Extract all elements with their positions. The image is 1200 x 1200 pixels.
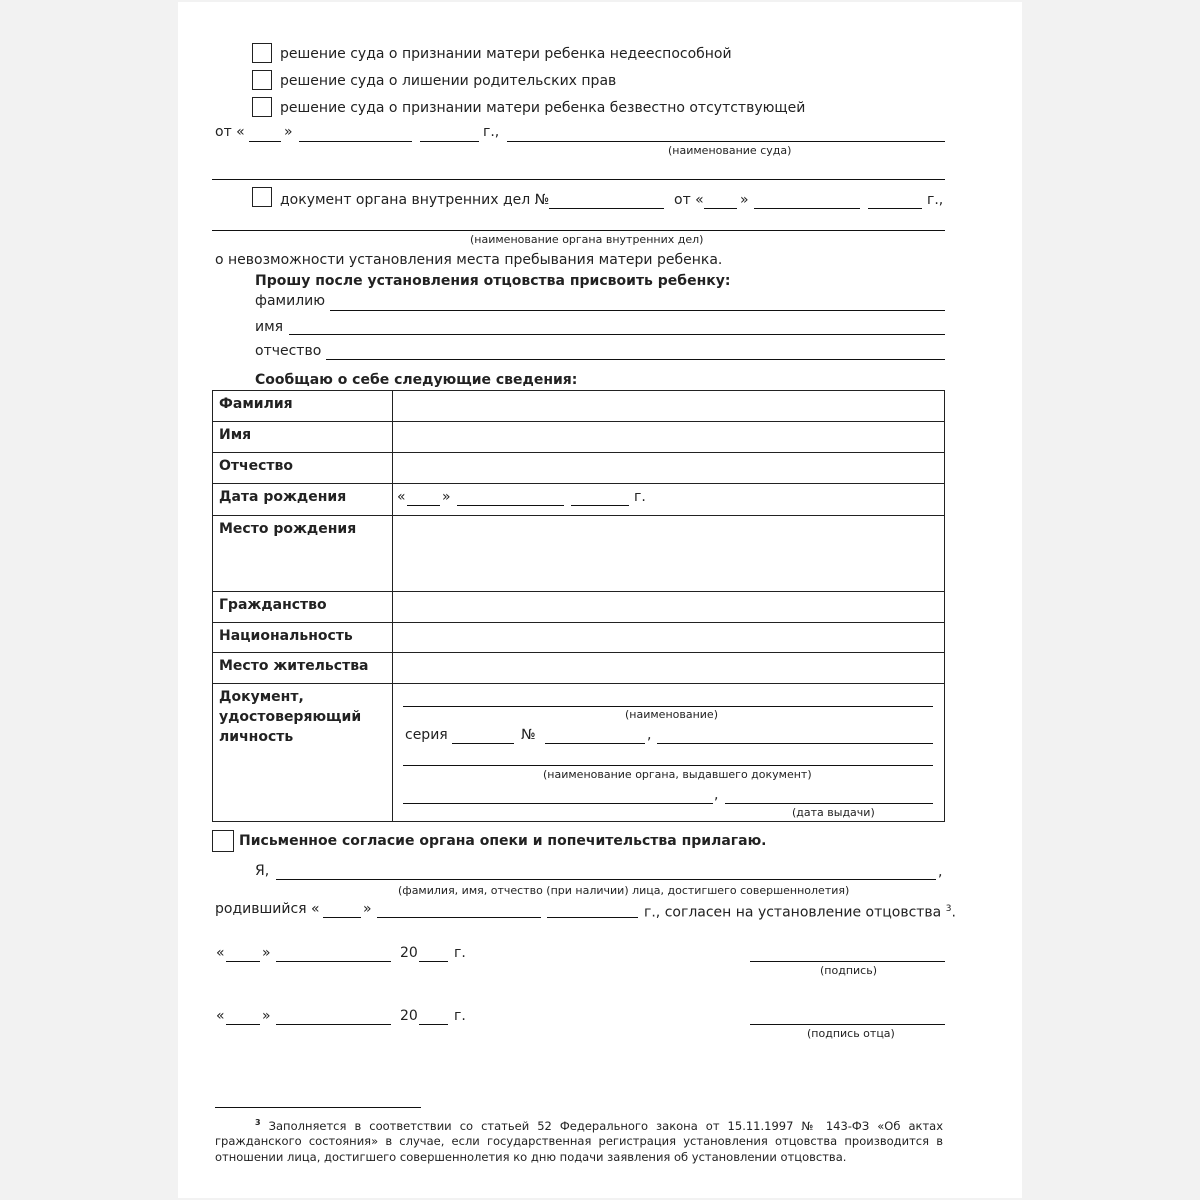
number-comma: ,: [647, 727, 652, 743]
row-birth-place: [213, 516, 945, 592]
series-label: серия: [405, 727, 448, 743]
id-doc-extra-field[interactable]: [657, 743, 933, 744]
series-field[interactable]: [452, 743, 514, 744]
checkbox-guardian-consent[interactable]: [212, 830, 234, 852]
police-document-number-field[interactable]: [549, 208, 664, 209]
child-name-field[interactable]: [289, 334, 945, 335]
patronymic-label: Отчество: [213, 453, 393, 484]
number-label: №: [521, 727, 536, 743]
footnote: [215, 1115, 943, 1165]
birth-date-label: Дата рождения: [213, 484, 393, 516]
police-year-field[interactable]: [868, 208, 922, 209]
i-label: Я,: [255, 863, 270, 879]
footnote-separator: [215, 1107, 421, 1108]
born-day-field[interactable]: [323, 917, 361, 918]
row-citizenship: [213, 592, 945, 623]
number-field[interactable]: [545, 743, 645, 744]
birth-date-close: »: [442, 489, 451, 505]
sig2-close: »: [262, 1008, 271, 1024]
court-day-field[interactable]: [249, 141, 281, 142]
checkbox-missing[interactable]: [252, 97, 272, 117]
footnote-ref: 3: [945, 904, 952, 914]
nationality-label: Национальность: [213, 623, 393, 653]
sig2-year-field[interactable]: [419, 1024, 448, 1025]
birth-month-field[interactable]: [457, 505, 564, 506]
nationality-value[interactable]: [393, 623, 945, 653]
residence-label: Место жительства: [213, 653, 393, 684]
id-doc-name-caption: (наименование): [625, 708, 718, 721]
birth-date-value[interactable]: [393, 484, 945, 516]
patronymic-value[interactable]: [393, 453, 945, 484]
footnote-mark: 3: [255, 1118, 261, 1127]
signature-caption: (подпись): [820, 964, 877, 977]
checkbox-incapacity[interactable]: [252, 43, 272, 63]
checkbox-parental-rights[interactable]: [252, 70, 272, 90]
sig1-year-suffix: г.: [454, 945, 466, 961]
court-name-field[interactable]: [507, 141, 945, 142]
child-patronymic-label: отчество: [255, 343, 322, 359]
request-title: Прошу после установления отцовства присвоить ребенку:: [255, 273, 731, 289]
police-date-prefix: от «: [674, 192, 704, 208]
sig1-day-field[interactable]: [226, 961, 260, 962]
agree-text: г., согласен на установление отцовства $^3$.: [644, 904, 956, 921]
option-missing-label: решение суда о признании матери ребенка безвестно отсутствующей: [280, 100, 806, 116]
born-label: родившийся «: [215, 901, 320, 917]
birth-place-value[interactable]: [393, 516, 945, 592]
police-month-field[interactable]: [754, 208, 860, 209]
child-patronymic-field[interactable]: [326, 359, 945, 360]
court-year-suffix: г.,: [483, 124, 500, 140]
issuer-caption: (наименование органа, выдавшего документ): [543, 768, 812, 781]
info-title: Сообщаю о себе следующие сведения:: [255, 372, 578, 388]
option-incapacity-label: решение суда о признании матери ребенка недееспособной: [280, 46, 732, 62]
child-surname-field[interactable]: [330, 310, 945, 311]
adult-name-comma: ,: [938, 864, 943, 880]
born-year-field[interactable]: [547, 917, 638, 918]
residence-value[interactable]: [393, 653, 945, 684]
child-surname-label: фамилию: [255, 293, 326, 309]
issuer-field[interactable]: [403, 765, 933, 766]
police-organ-caption: (наименование органа внутренних дел): [470, 233, 704, 246]
issue-date-field[interactable]: [725, 803, 933, 804]
row-name: [213, 422, 945, 453]
birth-year-field[interactable]: [571, 505, 629, 506]
surname-value[interactable]: [393, 391, 945, 422]
issuer-field-2[interactable]: [403, 803, 713, 804]
born-month-field[interactable]: [377, 917, 541, 918]
row-id-document: [213, 684, 945, 822]
police-year-suffix: г.,: [927, 192, 944, 208]
court-year-field[interactable]: [420, 141, 479, 142]
impossibility-text: о невозможности установления места пребывания матери ребенка.: [215, 252, 723, 268]
born-close: »: [363, 901, 372, 917]
birth-place-label: Место рождения: [213, 516, 393, 592]
issue-date-caption: (дата выдачи): [792, 806, 875, 819]
name-value[interactable]: [393, 422, 945, 453]
adult-name-field[interactable]: [276, 879, 936, 880]
birth-date-open: «: [397, 489, 406, 505]
sig2-day-field[interactable]: [226, 1024, 260, 1025]
birth-year-suffix: г.: [634, 489, 646, 505]
sig2-year-prefix: 20: [400, 1008, 418, 1024]
citizenship-label: Гражданство: [213, 592, 393, 623]
police-date-close: »: [740, 192, 749, 208]
father-signature-caption: (подпись отца): [807, 1027, 895, 1040]
issue-date-comma: ,: [714, 787, 719, 803]
court-name-field-2[interactable]: [212, 179, 945, 180]
footnote-text: Заполняется в соответствии со статьей 52 Федерального закона от 15.11.1997 № 143-ФЗ «Об актах гражданского состояния» в случае, если государственная регистрация установления отцовства производится в отношении лица, достигшего совершеннолетия ко дню подачи заявления об установлении отцовства.: [215, 1118, 944, 1164]
id-document-label: Документ, удостоверяющий личность: [213, 684, 393, 822]
row-birth-date: [213, 484, 945, 516]
court-date-close: »: [284, 124, 293, 140]
court-date-prefix: от «: [215, 124, 245, 140]
sig1-close: »: [262, 945, 271, 961]
signature-field[interactable]: [750, 961, 945, 962]
row-nationality: [213, 623, 945, 653]
police-organ-field[interactable]: [212, 230, 945, 231]
court-name-caption: (наименование суда): [668, 144, 792, 157]
personal-info-table: [212, 390, 945, 822]
citizenship-value[interactable]: [393, 592, 945, 623]
sig2-month-field[interactable]: [276, 1024, 391, 1025]
surname-label: Фамилия: [213, 391, 393, 422]
option-parental-rights-label: решение суда о лишении родительских прав: [280, 73, 617, 89]
id-document-value: [393, 684, 945, 822]
police-day-field[interactable]: [704, 208, 737, 209]
police-document-label: документ органа внутренних дел №: [280, 192, 550, 208]
child-name-label: имя: [255, 319, 284, 335]
sig1-year-prefix: 20: [400, 945, 418, 961]
name-label: Имя: [213, 422, 393, 453]
sig2-year-suffix: г.: [454, 1008, 466, 1024]
sig1-month-field[interactable]: [276, 961, 391, 962]
father-signature-field[interactable]: [750, 1024, 945, 1025]
guardian-consent-label: Письменное согласие органа опеки и попечительства прилагаю.: [239, 833, 767, 849]
sig1-year-field[interactable]: [419, 961, 448, 962]
id-doc-name-field[interactable]: [403, 706, 933, 707]
row-surname: [213, 391, 945, 422]
row-residence: [213, 653, 945, 684]
checkbox-police-document[interactable]: [252, 187, 272, 207]
sig2-open: «: [216, 1008, 225, 1024]
row-patronymic: [213, 453, 945, 484]
birth-day-field[interactable]: [407, 505, 440, 506]
adult-name-caption: (фамилия, имя, отчество (при наличии) лица, достигшего совершеннолетия): [398, 884, 850, 897]
court-month-field[interactable]: [299, 141, 412, 142]
sig1-open: «: [216, 945, 225, 961]
